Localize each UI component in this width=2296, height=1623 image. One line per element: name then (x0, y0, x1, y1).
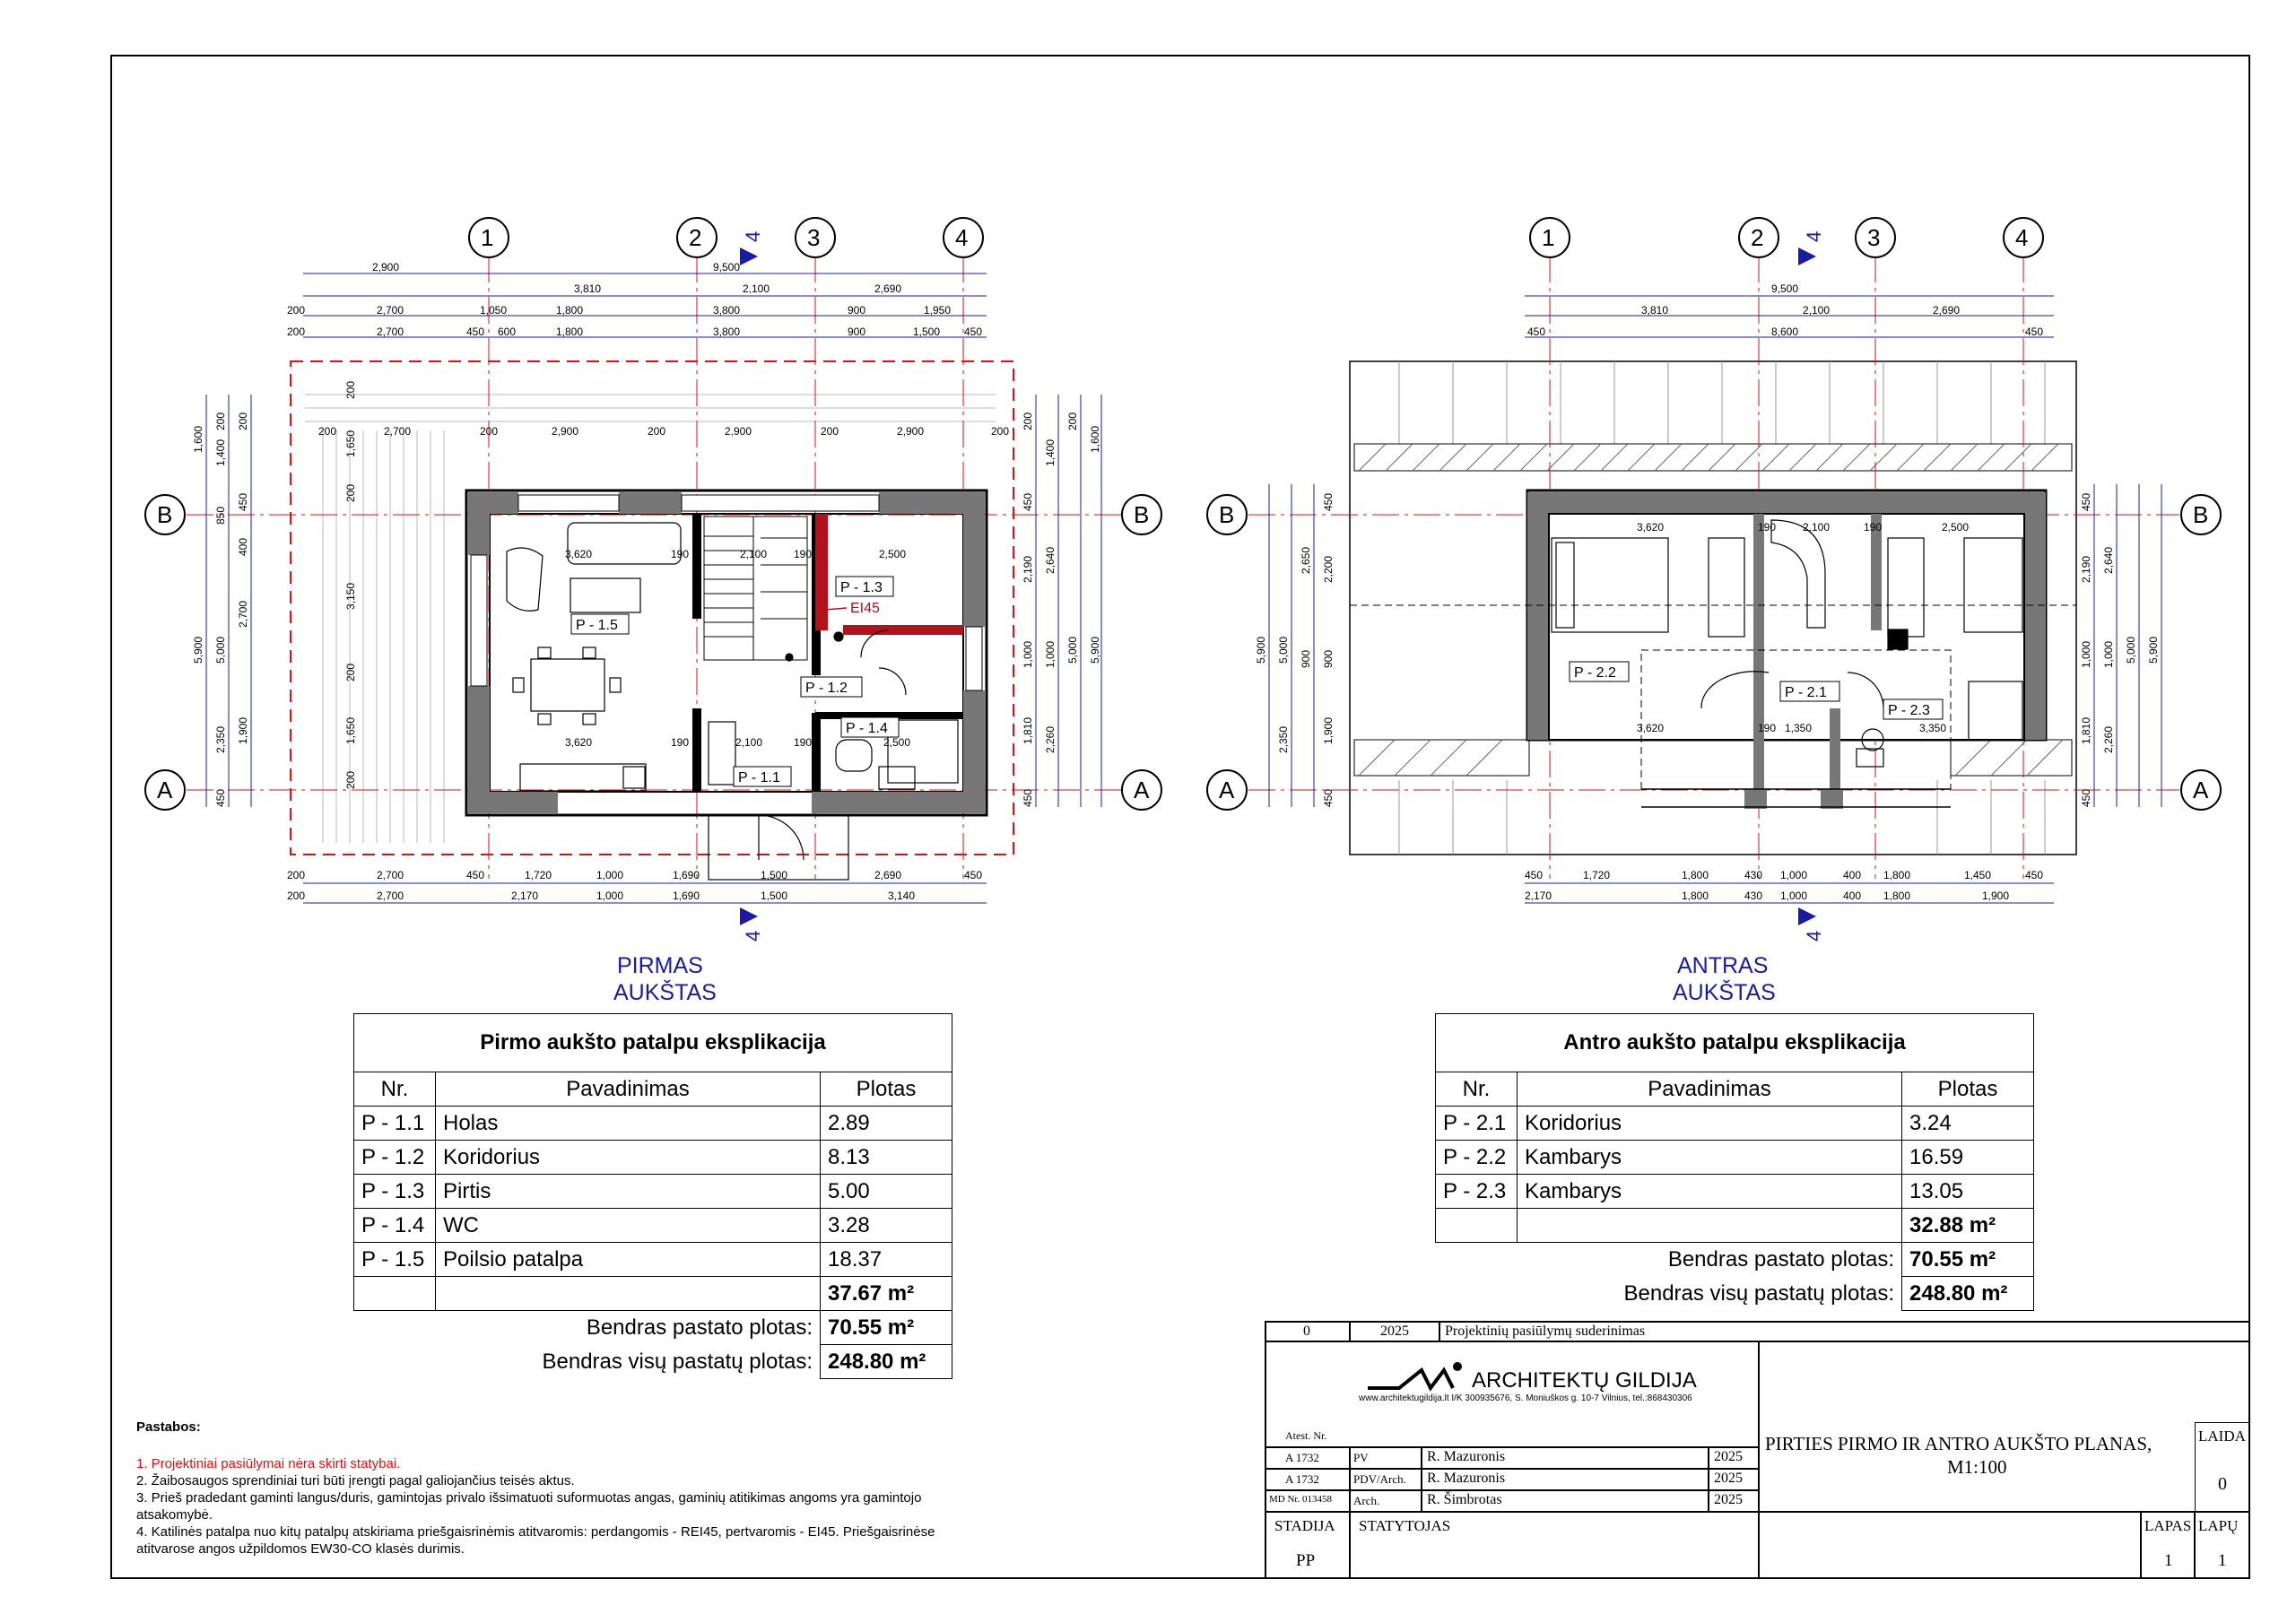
svg-text:1,650: 1,650 (344, 430, 357, 457)
svg-text:200: 200 (821, 425, 839, 438)
svg-text:8,600: 8,600 (1771, 325, 1799, 338)
terrace-planks (305, 395, 996, 843)
svg-text:3,350: 3,350 (1919, 722, 1947, 734)
svg-text:1,500: 1,500 (761, 869, 788, 881)
first-floor-dims-left (192, 381, 357, 807)
axis-3-2nd: 3 (1867, 224, 1881, 251)
svg-text:450: 450 (2080, 788, 2092, 807)
person-1-atest: A 1732 (1285, 1451, 1319, 1464)
svg-text:1,050: 1,050 (480, 304, 508, 317)
svg-text:1,400: 1,400 (1044, 438, 1057, 466)
svg-text:190: 190 (671, 736, 690, 749)
svg-text:2,640: 2,640 (2102, 546, 2115, 574)
axis-4-2nd: 4 (2015, 224, 2029, 251)
svg-text:200: 200 (648, 425, 666, 438)
svg-text:200: 200 (237, 412, 249, 430)
svg-text:2,700: 2,700 (377, 304, 404, 317)
svg-text:1,000: 1,000 (1044, 640, 1057, 668)
second-floor-plan (1207, 218, 2221, 1005)
svg-text:2,900: 2,900 (897, 425, 925, 438)
svg-text:1,900: 1,900 (237, 716, 249, 744)
axis-1-2nd: 1 (1542, 224, 1555, 251)
second-all-label: Bendras visų pastatų plotas: (1436, 1277, 1902, 1311)
svg-text:3,620: 3,620 (565, 548, 593, 560)
svg-text:1,800: 1,800 (1883, 890, 1911, 902)
svg-text:1,800: 1,800 (556, 304, 584, 317)
axis-2-2nd: 2 (1751, 224, 1764, 251)
axis-1: 1 (481, 224, 494, 251)
svg-text:2,100: 2,100 (735, 736, 763, 749)
svg-text:200: 200 (214, 412, 227, 430)
svg-text:450: 450 (2025, 869, 2044, 881)
table-row: P - 1.2 Koridorius 8.13 (354, 1141, 952, 1175)
svg-text:1,800: 1,800 (556, 325, 584, 338)
lapas-label: LAPAS (2144, 1517, 2192, 1534)
first-floor-dims-inner (318, 425, 1009, 749)
room-label-p14: P - 1.4 (846, 721, 888, 736)
svg-text:5,900: 5,900 (1089, 636, 1101, 664)
svg-text:400: 400 (1843, 890, 1862, 902)
svg-text:5,900: 5,900 (1255, 636, 1267, 664)
axis-2: 2 (689, 224, 702, 251)
svg-text:2,190: 2,190 (2080, 555, 2092, 583)
note-2: 2. Žaibosaugos sprendiniai turi būti įrengti pagal galiojančius teisės aktus. (136, 1473, 575, 1488)
room-label-p15: P - 1.5 (576, 618, 618, 633)
svg-text:200: 200 (344, 380, 357, 399)
drawing-title-line2: M1:100 (1947, 1456, 2007, 1478)
axis-b-right: B (1134, 501, 1150, 528)
rev-text: Projektinių pasiūlymų suderinimas (1445, 1324, 1646, 1339)
svg-text:2,100: 2,100 (1803, 521, 1831, 534)
svg-text:1,650: 1,650 (344, 716, 357, 744)
svg-text:3,620: 3,620 (565, 736, 593, 749)
svg-text:2,260: 2,260 (2102, 725, 2115, 753)
svg-text:2,650: 2,650 (1300, 546, 1312, 574)
svg-text:2,190: 2,190 (1022, 555, 1034, 583)
table-row: P - 2.3 Kambarys 13.05 (1436, 1175, 2034, 1209)
table-row: P - 2.1 Koridorius 3.24 (1436, 1107, 2034, 1141)
first-all-label: Bendras visų pastatų plotas: (354, 1345, 821, 1379)
room-label-p12: P - 1.2 (805, 681, 848, 696)
axis-a-right: A (1134, 777, 1150, 803)
person-1-name: R. Mazuronis (1427, 1449, 1506, 1464)
svg-text:1,690: 1,690 (673, 869, 700, 881)
first-floor-title-line2: AUKŠTAS (613, 980, 717, 1005)
person-2-year: 2025 (1714, 1471, 1743, 1486)
second-floor-dims-top (1527, 282, 2043, 338)
axis-4: 4 (955, 224, 969, 251)
first-building-label: Bendras pastato plotas: (354, 1311, 821, 1345)
svg-text:1,800: 1,800 (1883, 869, 1911, 881)
person-3-year: 2025 (1714, 1492, 1743, 1507)
person-3-atest: MD Nr. 013458 (1269, 1494, 1332, 1505)
drawing-title-line1: PIRTIES PIRMO IR ANTRO AUKŠTO PLANAS, (1765, 1433, 2152, 1454)
svg-text:1,600: 1,600 (1089, 425, 1101, 453)
section-mark-bottom: 4 (742, 930, 764, 942)
svg-text:450: 450 (214, 788, 227, 807)
svg-text:200: 200 (480, 425, 499, 438)
axis-b-right-2nd: B (2193, 501, 2209, 528)
laida-label: LAIDA (2198, 1428, 2246, 1445)
svg-text:200: 200 (344, 770, 357, 789)
svg-text:2,690: 2,690 (1933, 304, 1961, 317)
svg-text:200: 200 (287, 325, 306, 338)
svg-text:1,000: 1,000 (1022, 640, 1034, 668)
person-2-role: PDV/Arch. (1353, 1472, 1406, 1486)
col-name: Pavadinimas (1518, 1072, 1902, 1107)
stadija-label: STADIJA (1274, 1517, 1335, 1534)
svg-text:3,150: 3,150 (344, 582, 357, 610)
svg-text:2,700: 2,700 (377, 325, 404, 338)
svg-text:190: 190 (1758, 521, 1777, 534)
svg-text:2,700: 2,700 (237, 600, 249, 628)
first-total: 37.67 m² (821, 1277, 952, 1311)
axis-a-right-2nd: A (2193, 777, 2209, 803)
notes-heading: Pastabos: (136, 1419, 201, 1435)
second-floor-dims-left (1255, 493, 1335, 807)
svg-text:600: 600 (498, 325, 517, 338)
table-row: P - 1.1 Holas 2.89 (354, 1107, 952, 1141)
first-floor-plan (145, 218, 1161, 1005)
svg-text:850: 850 (214, 506, 227, 525)
svg-text:900: 900 (848, 304, 866, 317)
svg-text:450: 450 (1022, 492, 1034, 511)
first-building-value: 70.55 m² (821, 1311, 952, 1345)
svg-text:450: 450 (1022, 788, 1034, 807)
svg-text:1,800: 1,800 (1682, 869, 1709, 881)
svg-text:1,900: 1,900 (1322, 716, 1335, 744)
svg-text:900: 900 (1300, 649, 1312, 668)
first-floor-dims-bottom (287, 869, 982, 902)
svg-text:400: 400 (1843, 869, 1862, 881)
svg-text:2,900: 2,900 (372, 261, 400, 273)
svg-text:450: 450 (466, 869, 485, 881)
svg-text:430: 430 (1744, 890, 1763, 902)
col-area: Plotas (1902, 1072, 2034, 1107)
svg-text:3,140: 3,140 (888, 890, 916, 902)
svg-text:1,000: 1,000 (596, 890, 624, 902)
first-floor-dims-top (287, 261, 982, 338)
svg-text:450: 450 (2080, 492, 2092, 511)
table-row: P - 1.3 Pirtis 5.00 (354, 1175, 952, 1209)
svg-text:1,450: 1,450 (1964, 869, 1992, 881)
second-building-label: Bendras pastato plotas: (1436, 1243, 1902, 1277)
svg-text:200: 200 (1022, 412, 1034, 430)
svg-text:3,620: 3,620 (1637, 521, 1665, 534)
second-floor-dims-right (2080, 493, 2160, 807)
svg-text:2,260: 2,260 (1044, 725, 1057, 753)
svg-text:1,720: 1,720 (1583, 869, 1611, 881)
first-floor-walls (466, 490, 987, 880)
table-row: P - 2.2 Kambarys 16.59 (1436, 1141, 2034, 1175)
svg-text:3,810: 3,810 (574, 282, 602, 295)
rev-no: 0 (1303, 1324, 1310, 1339)
second-table-title: Antro aukšto patalpu eksplikacija (1436, 1014, 2034, 1072)
person-2-name: R. Mazuronis (1427, 1471, 1506, 1486)
svg-text:9,500: 9,500 (1771, 282, 1799, 295)
room-label-p11: P - 1.1 (738, 770, 780, 785)
svg-text:5,900: 5,900 (2147, 636, 2160, 664)
svg-text:2,170: 2,170 (511, 890, 539, 902)
svg-text:190: 190 (794, 548, 813, 560)
svg-text:1,000: 1,000 (2080, 640, 2092, 668)
lapas-value: 1 (2164, 1551, 2173, 1570)
svg-text:190: 190 (671, 548, 690, 560)
svg-text:3,620: 3,620 (1637, 722, 1665, 734)
laida-value: 0 (2218, 1474, 2227, 1494)
svg-text:450: 450 (237, 492, 249, 511)
svg-text:1,000: 1,000 (596, 869, 624, 881)
second-building-value: 70.55 m² (1902, 1243, 2034, 1277)
svg-text:1,000: 1,000 (1780, 869, 1808, 881)
person-2-atest: A 1732 (1285, 1472, 1319, 1486)
svg-text:450: 450 (1525, 869, 1544, 881)
note-1: 1. Projektiniai pasiūlymai nėra skirti statybai. (136, 1456, 401, 1471)
axis-a-left-2nd: A (1219, 777, 1235, 803)
room-label-p21: P - 2.1 (1785, 685, 1827, 700)
svg-text:2,350: 2,350 (214, 725, 227, 753)
svg-text:400: 400 (237, 537, 249, 556)
person-3-role: Arch. (1353, 1494, 1380, 1507)
svg-text:200: 200 (344, 663, 357, 681)
person-1-role: PV (1353, 1451, 1369, 1464)
note-3: 3. Prieš pradedant gaminti langus/duris, gamintojas privalo išsimatuoti suformuotas angas, gaminių atitikimas angoms yra gamintojo atsakomybė. (136, 1490, 922, 1523)
svg-text:2,700: 2,700 (377, 869, 404, 881)
atest-label: Atest. Nr. (1285, 1429, 1327, 1442)
axis-a-left: A (157, 777, 173, 803)
first-floor-title-line1: PIRMAS (617, 953, 703, 978)
notes-section (136, 1419, 961, 1558)
title-block (1265, 1321, 2249, 1579)
section-mark-bottom-2nd: 4 (1803, 930, 1825, 942)
svg-text:2,640: 2,640 (1044, 546, 1057, 574)
svg-text:200: 200 (287, 304, 306, 317)
svg-text:1,800: 1,800 (1682, 890, 1709, 902)
svg-text:9,500: 9,500 (713, 261, 741, 273)
second-floor-dims-bottom (1525, 869, 2043, 902)
svg-text:1,000: 1,000 (2102, 640, 2115, 668)
svg-text:1,950: 1,950 (924, 304, 952, 317)
svg-text:5,900: 5,900 (192, 636, 204, 664)
svg-text:190: 190 (1758, 722, 1777, 734)
col-area: Plotas (821, 1072, 952, 1107)
svg-text:2,200: 2,200 (1322, 555, 1335, 583)
statytojas-label: STATYTOJAS (1359, 1517, 1451, 1534)
svg-text:450: 450 (964, 869, 983, 881)
company-info: www.architektugildija.lt I/K 300935676, S. Moniuškos g. 10-7 Vilnius, tel.:868430306 (1359, 1393, 1692, 1403)
table-row: P - 1.5 Poilsio patalpa 18.37 (354, 1243, 952, 1277)
svg-text:200: 200 (287, 890, 306, 902)
svg-text:450: 450 (466, 325, 485, 338)
svg-text:1,900: 1,900 (1982, 890, 2010, 902)
svg-text:5,000: 5,000 (2125, 636, 2137, 664)
second-all-value: 248.80 m² (1902, 1277, 2034, 1311)
svg-text:2,700: 2,700 (384, 425, 412, 438)
room-label-p22: P - 2.2 (1574, 665, 1616, 681)
fire-label: EI45 (850, 601, 880, 616)
first-all-value: 248.80 m² (821, 1345, 952, 1379)
svg-text:2,900: 2,900 (552, 425, 579, 438)
svg-text:2,100: 2,100 (1803, 304, 1831, 317)
rev-year: 2025 (1380, 1324, 1409, 1339)
svg-text:1,690: 1,690 (673, 890, 700, 902)
svg-text:200: 200 (991, 425, 1010, 438)
svg-text:3,800: 3,800 (713, 325, 741, 338)
first-floor-explication-table (353, 1013, 952, 1379)
svg-text:450: 450 (1322, 788, 1335, 807)
svg-text:2,500: 2,500 (879, 548, 907, 560)
axis-b-left-2nd: B (1219, 501, 1235, 528)
svg-text:450: 450 (1527, 325, 1546, 338)
svg-text:190: 190 (1864, 521, 1883, 534)
svg-text:1,500: 1,500 (761, 890, 788, 902)
second-floor-title-line1: ANTRAS (1677, 953, 1769, 978)
second-floor-explication-table (1435, 1013, 2034, 1311)
svg-text:200: 200 (1066, 412, 1079, 430)
svg-text:200: 200 (318, 425, 337, 438)
svg-text:5,000: 5,000 (1277, 636, 1290, 664)
svg-text:1,350: 1,350 (1785, 722, 1813, 734)
stadija-value: PP (1296, 1551, 1316, 1570)
col-nr: Nr. (354, 1072, 436, 1107)
col-nr: Nr. (1436, 1072, 1518, 1107)
section-mark-top: 4 (742, 230, 764, 242)
room-label-p13: P - 1.3 (840, 580, 883, 595)
svg-text:5,000: 5,000 (214, 636, 227, 664)
svg-text:1,720: 1,720 (525, 869, 552, 881)
svg-text:1,400: 1,400 (214, 438, 227, 466)
svg-text:200: 200 (287, 869, 306, 881)
first-floor-dims-right (1022, 412, 1101, 807)
person-3-name: R. Šimbrotas (1427, 1492, 1502, 1507)
svg-text:1,600: 1,600 (192, 425, 204, 453)
svg-text:900: 900 (1322, 649, 1335, 668)
col-name: Pavadinimas (436, 1072, 821, 1107)
svg-text:2,350: 2,350 (1277, 725, 1290, 753)
svg-text:2,690: 2,690 (874, 869, 902, 881)
lapu-label: LAPŲ (2198, 1517, 2239, 1534)
second-floor-title-line2: AUKŠTAS (1673, 980, 1776, 1005)
svg-text:900: 900 (848, 325, 866, 338)
svg-text:3,800: 3,800 (713, 304, 741, 317)
svg-text:1,500: 1,500 (913, 325, 941, 338)
svg-text:1,000: 1,000 (1780, 890, 1808, 902)
svg-text:2,700: 2,700 (377, 890, 404, 902)
svg-text:1,810: 1,810 (2080, 716, 2092, 744)
svg-text:1,810: 1,810 (1022, 716, 1034, 744)
svg-text:450: 450 (1322, 492, 1335, 511)
svg-text:200: 200 (344, 483, 357, 502)
section-mark-top-2nd: 4 (1803, 230, 1825, 242)
svg-text:2,500: 2,500 (1942, 521, 1970, 534)
axis-b-left: B (157, 501, 173, 528)
svg-text:2,100: 2,100 (743, 282, 770, 295)
person-1-year: 2025 (1714, 1449, 1743, 1464)
svg-text:5,000: 5,000 (1066, 636, 1079, 664)
svg-text:430: 430 (1744, 869, 1763, 881)
svg-text:2,690: 2,690 (874, 282, 902, 295)
table-row: P - 1.4 WC 3.28 (354, 1209, 952, 1243)
svg-text:190: 190 (794, 736, 813, 749)
svg-text:450: 450 (964, 325, 983, 338)
lapu-value: 1 (2218, 1551, 2227, 1570)
svg-text:2,100: 2,100 (740, 548, 768, 560)
company-name: ARCHITEKTŲ GILDIJA (1472, 1368, 1697, 1393)
svg-text:2,170: 2,170 (1525, 890, 1552, 902)
svg-text:2,500: 2,500 (883, 736, 911, 749)
svg-text:3,810: 3,810 (1641, 304, 1669, 317)
fire-wall-ei45 (815, 514, 828, 630)
second-total: 32.88 m² (1902, 1209, 2034, 1243)
room-label-p23: P - 2.3 (1888, 703, 1930, 718)
note-4: 4. Katilinės patalpa nuo kitų patalpų atskiriama priešgaisrinėmis atitvaromis: perdangomis - REI45, pertvaromis - EI45. Priešgaisrinėse atitvarose angos užpildomos EW30-CO klasės durimis. (136, 1524, 935, 1557)
svg-text:2,900: 2,900 (725, 425, 752, 438)
svg-text:450: 450 (2025, 325, 2044, 338)
axis-3: 3 (807, 224, 821, 251)
first-table-title: Pirmo aukšto patalpu eksplikacija (354, 1014, 952, 1072)
